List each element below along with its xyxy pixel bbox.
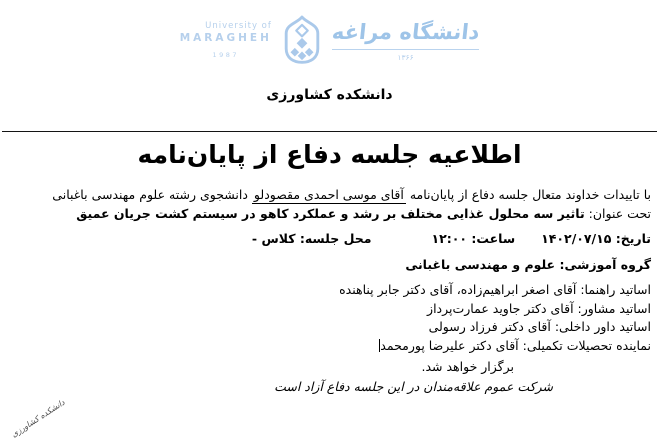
date-segment bbox=[541, 231, 651, 246]
university-name-english bbox=[180, 21, 272, 59]
thesis-title: تاثیر سه محلول غذایی مختلف بر رشد و عملکرد کاهو در سیستم کشت جریان عمیق bbox=[76, 205, 585, 221]
advisors-line: اساتید مشاور: آقای دکتر جاوید عمارت‌پرداز bbox=[427, 300, 651, 316]
venue-value: کلاس - bbox=[251, 231, 296, 246]
university-of-label: University of bbox=[205, 20, 272, 31]
closing-line: برگزار خواهد شد. bbox=[421, 359, 514, 374]
intro-prefix-text: با تاییدات خداوند متعال جلسه دفاع از پایان‌نامه bbox=[409, 187, 651, 202]
faculty-stamp-watermark: دانشکده کشاورزی bbox=[9, 397, 67, 440]
established-year-en: 1987 bbox=[212, 50, 240, 59]
time-label: ساعت: bbox=[471, 231, 516, 246]
department-line: گروه آموزشی: علوم و مهندسی باغبانی bbox=[405, 256, 651, 272]
faculty-name: دانشکده کشاورزی bbox=[266, 87, 393, 103]
internal-examiners-line: اساتید داور داخلی: آقای دکتر فرزاد رسولی bbox=[428, 319, 651, 334]
venue-segment bbox=[252, 231, 372, 246]
intro-suffix-text: دانشجوی رشته علوم مهندسی باغبانی bbox=[52, 187, 248, 202]
university-name-calligraphy: دانشگاه مراغه bbox=[330, 19, 481, 44]
graduate-representative-line bbox=[8, 337, 651, 356]
page-title: اطلاعیه جلسه دفاع از پایان‌نامه bbox=[137, 140, 522, 169]
schedule-line bbox=[8, 230, 651, 249]
document-text-area[interactable] bbox=[0, 172, 659, 396]
established-year-fa: ۱۳۶۶ bbox=[332, 49, 479, 62]
date-label: تاریخ: bbox=[615, 231, 651, 246]
venue-label: محل جلسه: bbox=[299, 231, 372, 246]
student-name: آقای موسی احمدی مقصودلو bbox=[253, 187, 404, 202]
university-emblem-icon bbox=[279, 9, 325, 71]
header-divider bbox=[2, 131, 657, 132]
maragheh-label: MARAGHEH bbox=[179, 31, 272, 44]
subject-label: تحت عنوان: bbox=[588, 205, 651, 221]
time-segment bbox=[432, 231, 516, 246]
thesis-title-line bbox=[8, 205, 651, 224]
graduate-representative-text: نماینده تحصیلات تکمیلی: آقای دکتر علیرضا پورمحمد bbox=[380, 337, 651, 353]
time-value: ۱۲:۰۰ bbox=[431, 231, 468, 246]
university-logo bbox=[0, 0, 659, 71]
supervisors-line: اساتید راهنما: آقای اصغر ابراهیم‌زاده، آقای دکتر جابر پناهنده bbox=[339, 282, 651, 297]
date-value: ۱۴۰۲/۰۷/۱۵ bbox=[541, 231, 612, 246]
open-invitation-line: شرکت عموم علاقه‌مندان در این جلسه دفاع آزاد است bbox=[274, 378, 553, 394]
intro-line bbox=[8, 186, 651, 205]
university-name-persian bbox=[332, 18, 479, 62]
